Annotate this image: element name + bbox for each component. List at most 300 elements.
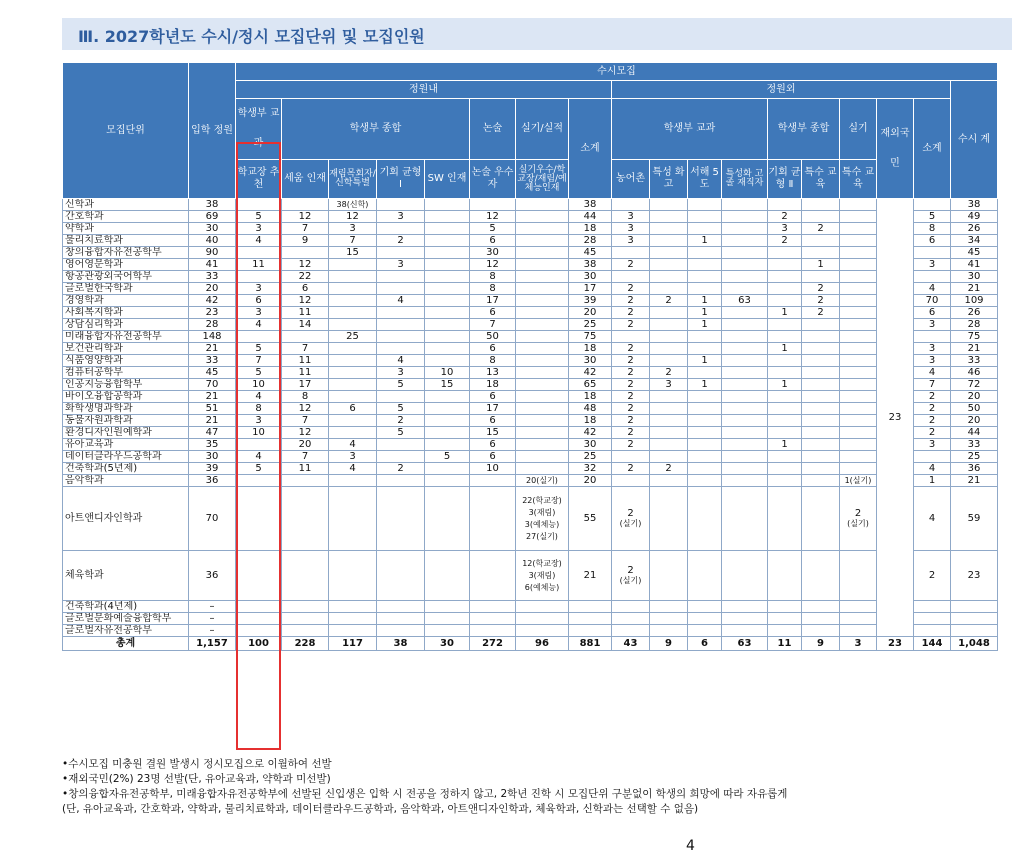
quota-cell xyxy=(840,367,877,379)
unit-name: 건축학과(5년제) xyxy=(63,463,189,475)
table-cell xyxy=(282,601,329,613)
quota-cell xyxy=(802,391,840,403)
quota-cell: 1 xyxy=(688,235,722,247)
subtotal-cell: 55 xyxy=(569,487,612,551)
out-subtotal-cell: 3 xyxy=(914,259,951,271)
header-out-gyogwa: 학생부 교과 xyxy=(612,99,768,160)
quota-cell xyxy=(282,475,329,487)
quota-cell xyxy=(768,451,802,463)
quota-cell: 7 xyxy=(282,223,329,235)
total-cell: 11 xyxy=(768,637,802,651)
total-cell: 109 xyxy=(951,295,998,307)
quota-cell: 42 xyxy=(569,427,612,439)
quota-cell xyxy=(425,403,470,415)
total-cell: 26 xyxy=(951,307,998,319)
quota-cell xyxy=(722,427,768,439)
unit-name: 경영학과 xyxy=(63,295,189,307)
farm-note: (실기) xyxy=(619,518,642,528)
unit-name: 식품영양학과 xyxy=(63,355,189,367)
notes xyxy=(62,757,1012,817)
total-row xyxy=(63,637,998,651)
table-cell xyxy=(236,613,282,625)
table-cell xyxy=(470,487,516,551)
quota-cell: 8 xyxy=(236,403,282,415)
unit-name: 음악학과 xyxy=(63,475,189,487)
quota-cell: 63 xyxy=(722,295,768,307)
table-row xyxy=(63,199,998,211)
unit-name: 바이오융합공학과 xyxy=(63,391,189,403)
table-cell xyxy=(840,613,877,625)
quota-cell xyxy=(425,355,470,367)
quota-cell xyxy=(516,343,569,355)
special-ed-value: 2 xyxy=(854,507,862,519)
practical-entry: 22(학교장) xyxy=(522,495,562,505)
capacity-cell: 21 xyxy=(189,391,236,403)
total-cell: 50 xyxy=(951,403,998,415)
practical-cell xyxy=(516,487,569,551)
quota-cell: 7 xyxy=(282,451,329,463)
quota-cell: 5 xyxy=(377,379,425,391)
table-cell xyxy=(516,625,569,637)
total-cell: 272 xyxy=(470,637,516,651)
table-row xyxy=(63,259,998,271)
total-cell: 43 xyxy=(612,637,650,651)
quota-cell: 18 xyxy=(569,391,612,403)
quota-cell: 3 xyxy=(236,415,282,427)
quota-cell xyxy=(650,415,688,427)
total-cell: 6 xyxy=(688,637,722,651)
table-cell xyxy=(377,551,425,601)
quota-cell xyxy=(688,223,722,235)
quota-cell xyxy=(516,367,569,379)
quota-cell: 5 xyxy=(377,427,425,439)
unit-name: 사회복지학과 xyxy=(63,307,189,319)
header-total: 수시 계 xyxy=(951,81,998,199)
table-cell xyxy=(768,601,802,613)
table-cell xyxy=(802,601,840,613)
table-cell xyxy=(612,625,650,637)
table-cell xyxy=(768,625,802,637)
quota-cell: 25 xyxy=(329,331,377,343)
quota-cell: 6 xyxy=(329,403,377,415)
capacity-cell: 40 xyxy=(189,235,236,247)
quota-cell: 12 xyxy=(282,427,329,439)
table-cell xyxy=(650,625,688,637)
capacity-cell: – xyxy=(189,613,236,625)
quota-cell xyxy=(282,331,329,343)
out-subtotal-cell: 8 xyxy=(914,223,951,235)
table-cell xyxy=(329,625,377,637)
quota-cell xyxy=(722,463,768,475)
quota-cell xyxy=(722,379,768,391)
farm-cell xyxy=(612,551,650,601)
table-row xyxy=(63,439,998,451)
table-cell xyxy=(802,487,840,551)
table-cell xyxy=(470,551,516,601)
quota-cell: 7 xyxy=(282,415,329,427)
quota-cell xyxy=(612,247,650,259)
quota-cell xyxy=(470,199,516,211)
quota-cell xyxy=(516,259,569,271)
table-cell xyxy=(516,613,569,625)
quota-cell xyxy=(425,247,470,259)
quota-cell: 2 xyxy=(768,235,802,247)
quota-cell xyxy=(722,211,768,223)
quota-cell xyxy=(688,427,722,439)
quota-cell xyxy=(802,271,840,283)
quota-cell: 11 xyxy=(282,463,329,475)
quota-cell xyxy=(802,403,840,415)
quota-cell: 4 xyxy=(329,463,377,475)
quota-cell: 1 xyxy=(802,259,840,271)
quota-cell: 10 xyxy=(236,379,282,391)
quota-cell xyxy=(802,331,840,343)
quota-cell: 17 xyxy=(282,379,329,391)
table-row xyxy=(63,391,998,403)
quota-cell xyxy=(425,319,470,331)
table-cell xyxy=(377,625,425,637)
quota-cell xyxy=(377,475,425,487)
unit-name: 창의융합자유전공학부 xyxy=(63,247,189,259)
quota-cell: 1 xyxy=(768,379,802,391)
quota-cell xyxy=(377,451,425,463)
quota-cell: 18 xyxy=(470,379,516,391)
header-practical-types: 실기우수/학교장/재림/예체능인재 xyxy=(516,160,569,199)
total-cell: 63 xyxy=(722,637,768,651)
total-cell: 28 xyxy=(951,319,998,331)
quota-cell xyxy=(802,355,840,367)
quota-cell: 10 xyxy=(236,427,282,439)
out-subtotal-cell: 3 xyxy=(914,343,951,355)
quota-cell: 3 xyxy=(329,451,377,463)
quota-cell xyxy=(516,271,569,283)
quota-cell xyxy=(516,391,569,403)
quota-cell: 2 xyxy=(650,367,688,379)
quota-cell: 2 xyxy=(612,283,650,295)
subtotal-cell: 21 xyxy=(569,551,612,601)
quota-cell xyxy=(768,367,802,379)
quota-cell: 8 xyxy=(470,355,516,367)
quota-cell xyxy=(688,283,722,295)
quota-cell xyxy=(650,211,688,223)
quota-cell xyxy=(768,463,802,475)
header-islands: 서해 5도 xyxy=(688,160,722,199)
quota-cell xyxy=(516,211,569,223)
quota-cell: 11 xyxy=(282,355,329,367)
quota-cell: 7 xyxy=(329,235,377,247)
quota-cell: 12 xyxy=(470,211,516,223)
table-row xyxy=(63,551,998,601)
total-cell: 21 xyxy=(951,283,998,295)
quota-cell xyxy=(768,247,802,259)
quota-cell xyxy=(722,403,768,415)
capacity-cell: 33 xyxy=(189,355,236,367)
quota-cell xyxy=(650,247,688,259)
quota-cell xyxy=(802,451,840,463)
quota-cell: 38(신학) xyxy=(329,199,377,211)
quota-cell: 10 xyxy=(425,367,470,379)
capacity-cell: – xyxy=(189,625,236,637)
quota-cell xyxy=(688,331,722,343)
quota-cell: 6 xyxy=(470,439,516,451)
quota-cell: 13 xyxy=(470,367,516,379)
header-spec-work: 특성화 고졸 재직자 xyxy=(722,160,768,199)
header-sw: SW 인재 xyxy=(425,160,470,199)
table-cell xyxy=(236,601,282,613)
quota-cell xyxy=(722,223,768,235)
quota-cell xyxy=(840,331,877,343)
quota-cell: 7 xyxy=(236,355,282,367)
quota-cell xyxy=(840,307,877,319)
unit-name: 상담심리학과 xyxy=(63,319,189,331)
quota-cell xyxy=(840,343,877,355)
quota-cell xyxy=(688,391,722,403)
quota-cell xyxy=(329,391,377,403)
quota-cell xyxy=(840,391,877,403)
table-cell xyxy=(329,551,377,601)
table-cell xyxy=(840,551,877,601)
unit-name: 아트앤디자인학과 xyxy=(63,487,189,551)
quota-cell xyxy=(802,427,840,439)
total-cell: 45 xyxy=(951,247,998,259)
unit-name: 컴퓨터공학부 xyxy=(63,367,189,379)
quota-cell xyxy=(329,271,377,283)
quota-cell: 2 xyxy=(768,211,802,223)
quota-cell: 30 xyxy=(569,271,612,283)
quota-cell: 6 xyxy=(470,451,516,463)
quota-cell xyxy=(329,367,377,379)
quota-cell xyxy=(425,271,470,283)
table-cell xyxy=(688,613,722,625)
total-cell: 117 xyxy=(329,637,377,651)
quota-cell: 4 xyxy=(377,295,425,307)
quota-cell: 45 xyxy=(569,247,612,259)
quota-cell xyxy=(650,475,688,487)
quota-cell xyxy=(650,391,688,403)
quota-cell xyxy=(282,247,329,259)
unit-name: 항공관광외국어학부 xyxy=(63,271,189,283)
quota-cell: 15 xyxy=(470,427,516,439)
quota-cell: 10 xyxy=(470,463,516,475)
practical-entry: 3(재림) xyxy=(528,570,556,580)
out-subtotal-cell: 4 xyxy=(914,367,951,379)
quota-cell: 2 xyxy=(377,463,425,475)
quota-cell: 5 xyxy=(236,343,282,355)
quota-cell: 6 xyxy=(470,343,516,355)
table-cell xyxy=(722,487,768,551)
quota-cell: 2 xyxy=(802,295,840,307)
unit-name: 약학과 xyxy=(63,223,189,235)
table-cell xyxy=(612,613,650,625)
quota-cell xyxy=(840,247,877,259)
quota-cell xyxy=(650,259,688,271)
quota-cell xyxy=(650,439,688,451)
quota-cell xyxy=(612,451,650,463)
quota-cell xyxy=(650,283,688,295)
header-special: 재림목회자/신학특별 xyxy=(329,160,377,199)
capacity-cell: 20 xyxy=(189,283,236,295)
quota-cell xyxy=(425,307,470,319)
table-cell xyxy=(425,625,470,637)
quota-cell xyxy=(516,283,569,295)
unit-name: 영어영문학과 xyxy=(63,259,189,271)
quota-cell xyxy=(840,283,877,295)
table-cell xyxy=(840,625,877,637)
quota-cell xyxy=(840,463,877,475)
quota-cell xyxy=(840,295,877,307)
quota-cell xyxy=(722,307,768,319)
quota-cell xyxy=(236,331,282,343)
quota-cell xyxy=(377,307,425,319)
practical-entry: 27(실기) xyxy=(526,531,558,541)
out-subtotal-cell: 3 xyxy=(914,319,951,331)
quota-cell: 2 xyxy=(650,463,688,475)
unit-name: 건축학과(4년제) xyxy=(63,601,189,613)
header-equal2: 기회 균형 Ⅱ xyxy=(768,160,802,199)
quota-cell: 2 xyxy=(612,379,650,391)
quota-cell xyxy=(650,427,688,439)
quota-cell xyxy=(688,211,722,223)
quota-cell xyxy=(802,379,840,391)
quota-cell xyxy=(377,283,425,295)
quota-cell: 1(실기) xyxy=(840,475,877,487)
quota-cell: 20 xyxy=(569,307,612,319)
table-cell xyxy=(282,551,329,601)
quota-cell: 12 xyxy=(282,403,329,415)
quota-cell: 2 xyxy=(612,403,650,415)
quota-cell xyxy=(722,367,768,379)
total-cell: 75 xyxy=(951,331,998,343)
table-cell xyxy=(914,613,951,625)
quota-cell xyxy=(768,283,802,295)
quota-cell: 8 xyxy=(470,271,516,283)
quota-cell xyxy=(329,307,377,319)
quota-cell: 18 xyxy=(569,415,612,427)
table-cell xyxy=(650,601,688,613)
table-cell xyxy=(650,613,688,625)
out-subtotal-cell: 2 xyxy=(914,551,951,601)
quota-cell: 38 xyxy=(569,199,612,211)
quota-cell: 5 xyxy=(377,403,425,415)
quota-cell xyxy=(722,319,768,331)
quota-cell xyxy=(802,463,840,475)
quota-cell xyxy=(840,379,877,391)
quota-cell: 30 xyxy=(569,355,612,367)
quota-cell xyxy=(516,331,569,343)
table-row xyxy=(63,415,998,427)
table-row xyxy=(63,211,998,223)
admission-quota-table xyxy=(62,62,998,651)
header-equal1: 기회 균형 Ⅰ xyxy=(377,160,425,199)
table-cell xyxy=(650,487,688,551)
unit-name: 동물자원과학과 xyxy=(63,415,189,427)
total-cell: 33 xyxy=(951,439,998,451)
quota-cell xyxy=(650,307,688,319)
quota-cell: 6 xyxy=(282,283,329,295)
capacity-cell: 36 xyxy=(189,475,236,487)
quota-cell xyxy=(768,319,802,331)
quota-cell: 2 xyxy=(612,439,650,451)
quota-cell xyxy=(650,403,688,415)
header-subtotal: 소계 xyxy=(569,99,612,199)
quota-cell xyxy=(516,319,569,331)
quota-cell xyxy=(688,367,722,379)
quota-cell xyxy=(768,295,802,307)
quota-cell xyxy=(840,211,877,223)
quota-cell xyxy=(688,451,722,463)
quota-cell: 4 xyxy=(329,439,377,451)
table-cell xyxy=(569,601,612,613)
table-row xyxy=(63,331,998,343)
table-cell xyxy=(722,625,768,637)
header-spec-hs: 특성 화고 xyxy=(650,160,688,199)
quota-cell xyxy=(840,451,877,463)
header-out-quota: 정원외 xyxy=(612,81,951,99)
table-row xyxy=(63,307,998,319)
quota-cell xyxy=(802,319,840,331)
quota-cell: 1 xyxy=(768,307,802,319)
practical-entry: 12(학교장) xyxy=(522,558,562,568)
table-row xyxy=(63,367,998,379)
note-line: •재외국민(2%) 23명 선발(단, 유아교육과, 약학과 미선발) xyxy=(62,773,331,785)
table-row xyxy=(63,223,998,235)
quota-cell xyxy=(377,247,425,259)
quota-cell xyxy=(425,343,470,355)
header-gyogwa: 학생부 교과 xyxy=(236,99,282,160)
total-cell: 9 xyxy=(650,637,688,651)
quota-cell xyxy=(425,223,470,235)
table-row xyxy=(63,463,998,475)
unit-name: 글로벌문화예술융합학부 xyxy=(63,613,189,625)
total-cell: 20 xyxy=(951,391,998,403)
capacity-cell: 23 xyxy=(189,307,236,319)
header-out-practical: 실기 xyxy=(840,99,877,160)
quota-cell xyxy=(236,271,282,283)
quota-cell: 11 xyxy=(282,307,329,319)
quota-cell xyxy=(516,403,569,415)
quota-cell xyxy=(840,355,877,367)
table-row xyxy=(63,451,998,463)
header-special-ed-practical: 특수 교육 xyxy=(840,160,877,199)
out-subtotal-cell: 3 xyxy=(914,439,951,451)
quota-cell: 25 xyxy=(569,451,612,463)
quota-cell xyxy=(840,403,877,415)
header-seum: 세움 인재 xyxy=(282,160,329,199)
quota-cell: 1 xyxy=(768,439,802,451)
capacity-cell: 51 xyxy=(189,403,236,415)
capacity-cell: 36 xyxy=(189,551,236,601)
total-cell: 9 xyxy=(802,637,840,651)
quota-cell xyxy=(612,475,650,487)
table-row xyxy=(63,427,998,439)
quota-cell: 5 xyxy=(236,463,282,475)
quota-cell: 12 xyxy=(282,295,329,307)
quota-cell xyxy=(650,355,688,367)
quota-cell xyxy=(840,271,877,283)
capacity-cell: 47 xyxy=(189,427,236,439)
quota-cell: 28 xyxy=(569,235,612,247)
capacity-cell: 1,157 xyxy=(189,637,236,651)
quota-cell: 14 xyxy=(282,319,329,331)
quota-cell xyxy=(840,439,877,451)
page-number: 4 xyxy=(686,838,695,854)
quota-cell xyxy=(650,331,688,343)
header-capacity: 입학 정원 xyxy=(189,63,236,199)
out-subtotal-cell: 4 xyxy=(914,283,951,295)
out-subtotal-cell: 6 xyxy=(914,307,951,319)
quota-cell: 8 xyxy=(282,391,329,403)
practical-entry: 3(예체능) xyxy=(524,519,560,529)
